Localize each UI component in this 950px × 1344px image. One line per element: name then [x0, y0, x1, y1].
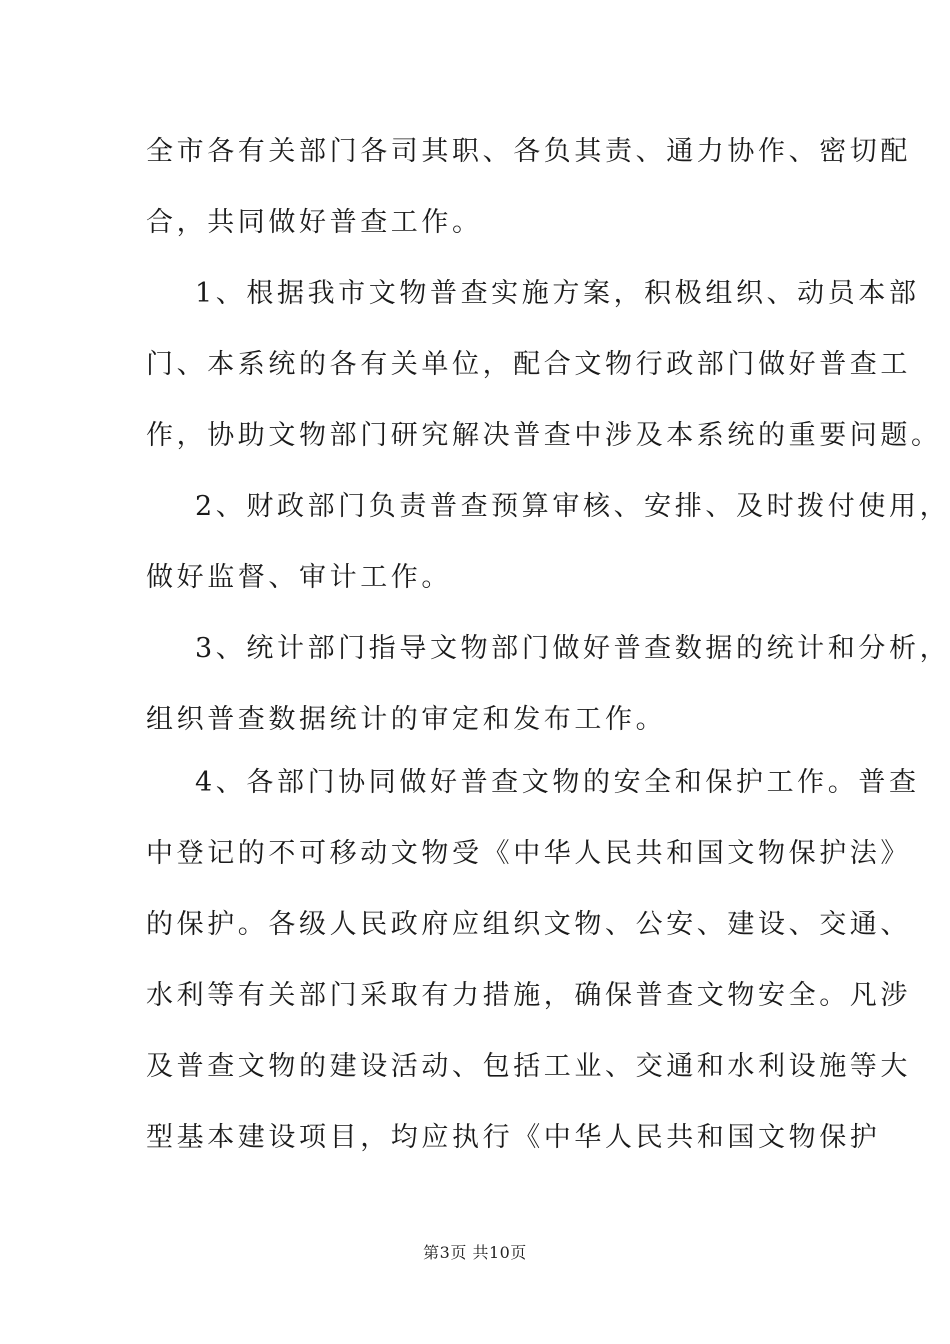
text-line-10: 4、各部门协同做好普查文物的安全和保护工作。普查	[195, 767, 920, 798]
text-line-14: 及普查文物的建设活动、包括工业、交通和水利设施等大	[146, 1051, 911, 1082]
text-line-2: 合，共同做好普查工作。	[146, 207, 483, 238]
page-number-footer: 第3页 共10页	[423, 1243, 527, 1262]
text-line-1: 全市各有关部门各司其职、各负其责、通力协作、密切配	[146, 136, 911, 167]
text-line-9: 组织普查数据统计的审定和发布工作。	[146, 704, 667, 735]
text-line-6: 2、财政部门负责普查预算审核、安排、及时拨付使用，	[195, 491, 950, 522]
text-line-12: 的保护。各级人民政府应组织文物、公安、建设、交通、	[146, 909, 911, 940]
text-line-3: 1、根据我市文物普查实施方案，积极组织、动员本部	[195, 278, 920, 309]
text-line-15: 型基本建设项目，均应执行《中华人民共和国文物保护	[146, 1122, 881, 1153]
text-line-11: 中登记的不可移动文物受《中华人民共和国文物保护法》	[146, 838, 911, 869]
text-line-4: 门、本系统的各有关单位，配合文物行政部门做好普查工	[146, 349, 911, 380]
text-line-7: 做好监督、审计工作。	[146, 562, 452, 593]
text-line-13: 水利等有关部门采取有力措施，确保普查文物安全。凡涉	[146, 980, 911, 1011]
text-line-5: 作，协助文物部门研究解决普查中涉及本系统的重要问题。	[146, 420, 942, 451]
text-line-8: 3、统计部门指导文物部门做好普查数据的统计和分析，	[195, 633, 950, 664]
